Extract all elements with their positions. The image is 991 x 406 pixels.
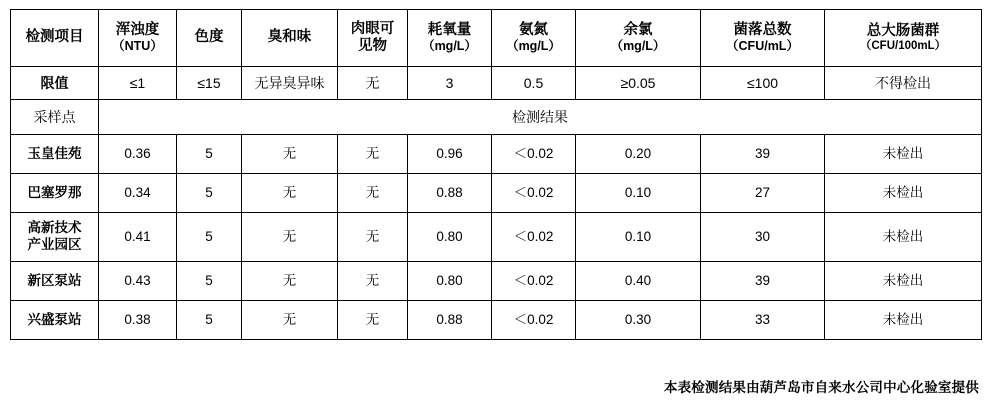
header-item-name: 检测项目 — [25, 29, 84, 46]
limit-cod: 3 — [408, 67, 492, 100]
row-cod: 0.80 — [408, 213, 492, 262]
row-odor: 无 — [242, 213, 338, 262]
row-site — [11, 213, 99, 262]
row-chroma: 5 — [177, 174, 242, 213]
limit-chroma: ≤15 — [177, 67, 242, 100]
row-colony-count: 30 — [701, 213, 825, 262]
row-site: 玉皇佳苑 — [11, 135, 99, 174]
row-coliform: 未检出 — [825, 174, 982, 213]
row-chroma: 5 — [177, 135, 242, 174]
row-residual-chlorine: 0.40 — [576, 262, 701, 301]
limit-row — [11, 67, 982, 100]
header-cell-turbidity — [99, 10, 177, 67]
table-row — [11, 262, 982, 301]
row-ammonia: ＜0.02 — [492, 262, 576, 301]
row-turbidity: 0.34 — [99, 174, 177, 213]
row-turbidity: 0.36 — [99, 135, 177, 174]
header-residual-chlorine-unit: （mg/L） — [610, 39, 666, 54]
limit-turbidity: ≤1 — [99, 67, 177, 100]
row-coliform: 未检出 — [825, 135, 982, 174]
row-colony-count: 27 — [701, 174, 825, 213]
header-cell-residual-chlorine — [576, 10, 701, 67]
row-odor: 无 — [242, 262, 338, 301]
result-title: 检测结果 — [99, 100, 982, 135]
row-chroma: 5 — [177, 213, 242, 262]
row-site: 巴塞罗那 — [11, 174, 99, 213]
table-row — [11, 135, 982, 174]
header-turbidity-unit: （NTU） — [112, 39, 163, 54]
row-site: 兴盛泵站 — [11, 301, 99, 340]
limit-residual-chlorine: ≥0.05 — [576, 67, 701, 100]
row-visible-matter: 无 — [338, 135, 408, 174]
header-colony-count-name: 菌落总数 — [733, 22, 792, 39]
header-coliform-name: 总大肠菌群 — [866, 22, 940, 39]
row-residual-chlorine: 0.10 — [576, 213, 701, 262]
row-colony-count: 39 — [701, 262, 825, 301]
header-visible-matter-name: 肉眼可 — [350, 20, 395, 37]
row-cod: 0.88 — [408, 174, 492, 213]
header-visible-matter-name2: 见物 — [358, 38, 387, 54]
row-site: 新区泵站 — [11, 262, 99, 301]
header-cell-visible-matter — [338, 10, 408, 67]
header-cell-cod — [408, 10, 492, 67]
row-odor: 无 — [242, 135, 338, 174]
row-ammonia: ＜0.02 — [492, 213, 576, 262]
row-site-line2: 产业园区 — [27, 237, 82, 252]
header-colony-count-unit: （CFU/mL） — [726, 39, 799, 54]
limit-odor: 无异臭异味 — [242, 67, 338, 100]
header-cell-odor — [242, 10, 338, 67]
header-chroma-name: 色度 — [194, 29, 224, 46]
row-odor: 无 — [242, 301, 338, 340]
limit-visible-matter: 无 — [338, 67, 408, 100]
row-visible-matter: 无 — [338, 174, 408, 213]
row-visible-matter: 无 — [338, 301, 408, 340]
row-residual-chlorine: 0.20 — [576, 135, 701, 174]
header-cell-coliform — [825, 10, 982, 67]
footer-note: 本表检测结果由葫芦岛市自来水公司中心化验室提供 — [663, 380, 979, 395]
row-cod: 0.88 — [408, 301, 492, 340]
row-turbidity: 0.41 — [99, 213, 177, 262]
header-cod-unit: （mg/L） — [422, 39, 477, 54]
row-residual-chlorine: 0.30 — [576, 301, 701, 340]
result-header-row — [11, 100, 982, 135]
row-coliform: 未检出 — [825, 213, 982, 262]
row-site-line1: 高新技术 — [27, 220, 82, 236]
row-cod: 0.96 — [408, 135, 492, 174]
header-odor-name: 臭和味 — [267, 29, 312, 46]
header-cell-colony-count — [701, 10, 825, 67]
row-ammonia: ＜0.02 — [492, 301, 576, 340]
header-ammonia-name: 氨氮 — [519, 22, 548, 39]
row-turbidity: 0.38 — [99, 301, 177, 340]
row-ammonia: ＜0.02 — [492, 135, 576, 174]
sampling-point-label: 采样点 — [11, 100, 99, 135]
row-coliform: 未检出 — [825, 301, 982, 340]
row-colony-count: 33 — [701, 301, 825, 340]
row-ammonia: ＜0.02 — [492, 174, 576, 213]
table-row — [11, 213, 982, 262]
row-turbidity: 0.43 — [99, 262, 177, 301]
limit-coliform: 不得检出 — [825, 67, 982, 100]
water-quality-report — [10, 9, 981, 340]
row-visible-matter: 无 — [338, 262, 408, 301]
header-cell-item — [11, 10, 99, 67]
table-row — [11, 174, 982, 213]
header-cell-ammonia — [492, 10, 576, 67]
header-residual-chlorine-name: 余氯 — [623, 22, 653, 39]
row-visible-matter: 无 — [338, 213, 408, 262]
limit-colony-count: ≤100 — [701, 67, 825, 100]
row-colony-count: 39 — [701, 135, 825, 174]
row-odor: 无 — [242, 174, 338, 213]
table-header-row — [11, 10, 982, 67]
row-chroma: 5 — [177, 301, 242, 340]
water-quality-table — [10, 9, 982, 340]
row-cod: 0.80 — [408, 262, 492, 301]
header-cod-name: 耗氧量 — [427, 22, 472, 39]
header-turbidity-name: 浑浊度 — [115, 22, 160, 39]
limit-ammonia: 0.5 — [492, 67, 576, 100]
header-cell-chroma — [177, 10, 242, 67]
header-ammonia-unit: （mg/L） — [506, 39, 561, 54]
limit-label: 限值 — [11, 67, 99, 100]
header-coliform-unit: （CFU/100mL） — [859, 39, 947, 52]
table-row — [11, 301, 982, 340]
row-residual-chlorine: 0.10 — [576, 174, 701, 213]
row-chroma: 5 — [177, 262, 242, 301]
row-coliform: 未检出 — [825, 262, 982, 301]
